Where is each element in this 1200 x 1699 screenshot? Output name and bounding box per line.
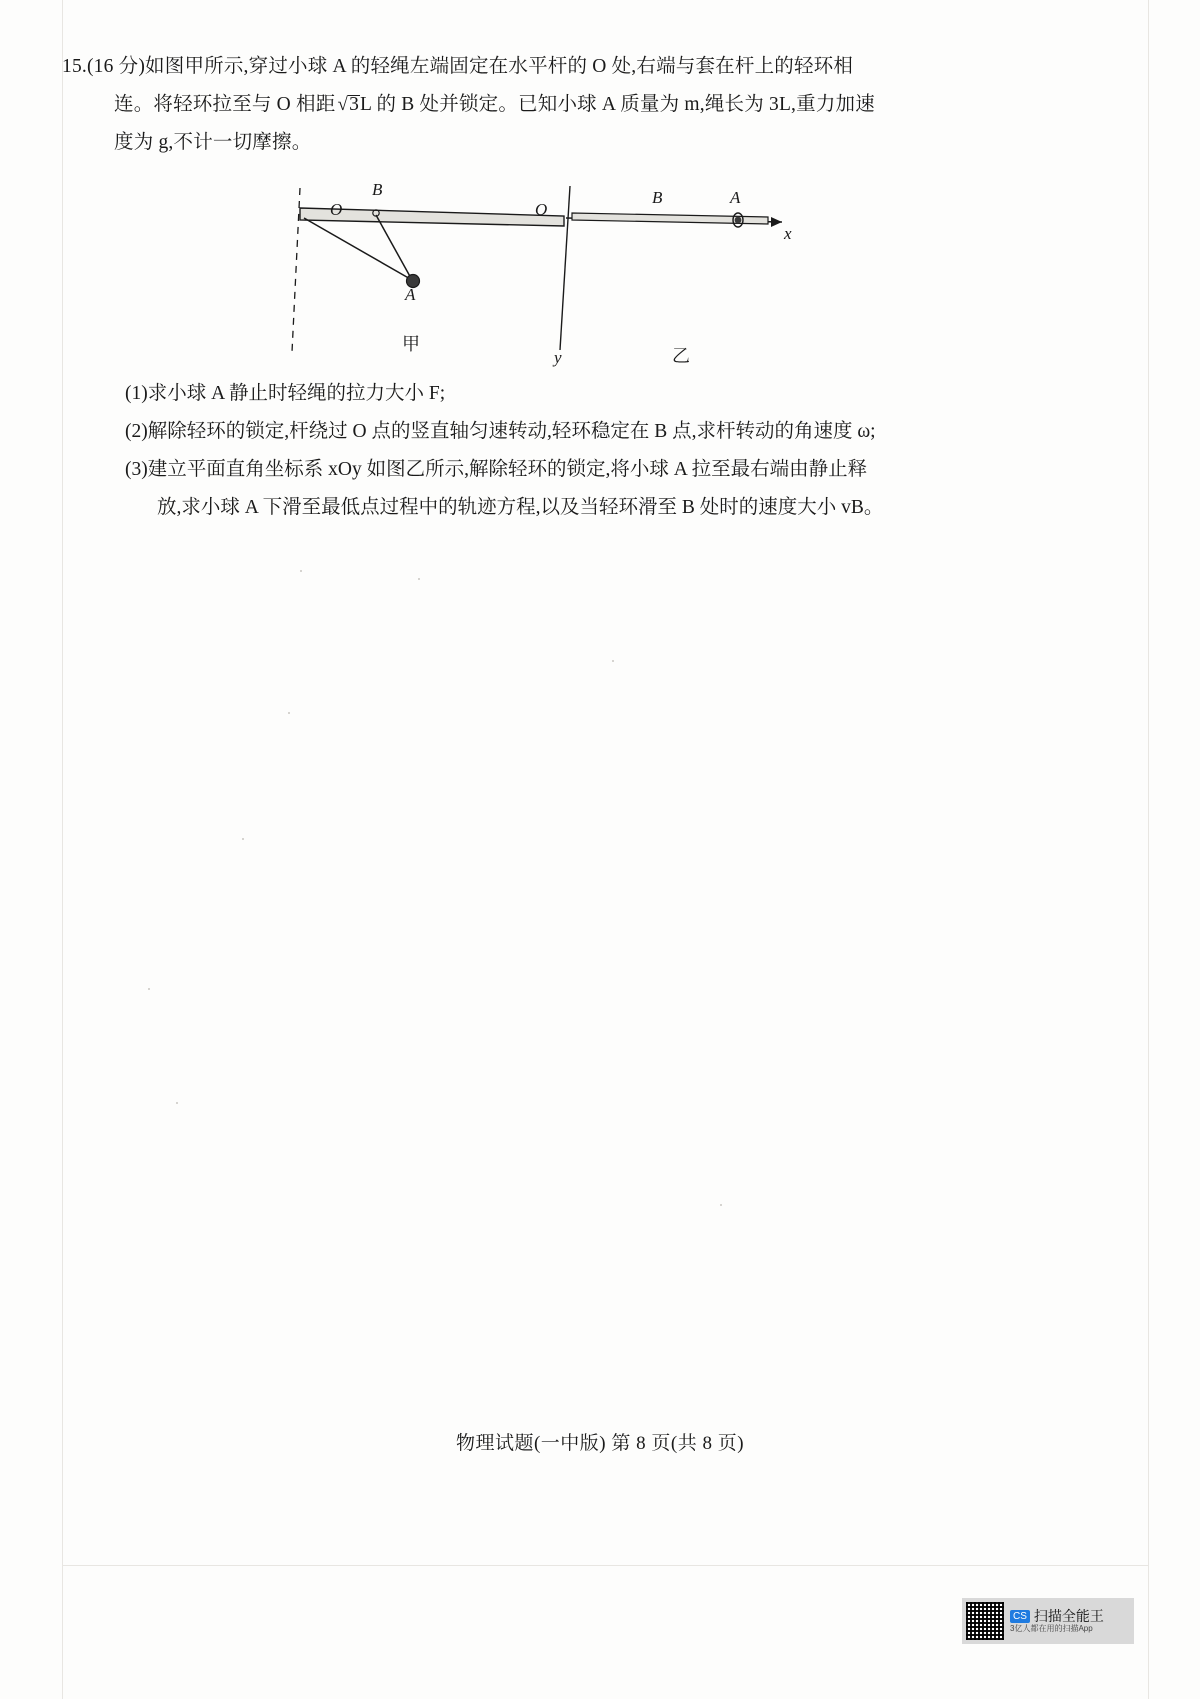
figure-jia-caption: 甲 xyxy=(402,334,420,354)
qr-code-icon xyxy=(966,1602,1004,1640)
rope-segment-oa xyxy=(304,218,412,280)
sub-question-3-cont: 放,求小球 A 下滑至最低点过程中的轨迹方程,以及当轻环滑至 B 处时的速度大小 vB。 xyxy=(157,497,884,518)
sub-question-3: (3)建立平面直角坐标系 xOy 如图乙所示,解除轻环的锁定,将小球 A 拉至最右端由静止释 xyxy=(125,459,868,480)
question-number: 15. xyxy=(62,56,87,77)
stem-line-1 xyxy=(62,48,1082,86)
stem-text-2a: 连。将轻环拉至与 O 相距 xyxy=(114,94,336,115)
figure-jia-label-a: A xyxy=(405,285,416,304)
question-stem xyxy=(62,48,1082,162)
scanner-watermark-badge xyxy=(962,1598,1134,1644)
figure-yi-label-o: O xyxy=(535,200,548,219)
page-footer: 物理试题(一中版) 第 8 页(共 8 页) xyxy=(455,1433,745,1454)
figure-yi-label-y: y xyxy=(554,348,562,367)
figure-jia-label-o: O xyxy=(330,200,343,219)
scan-speck xyxy=(720,1204,722,1206)
figure-yi-svg xyxy=(552,180,872,380)
figure-yi-caption: 乙 xyxy=(672,346,690,366)
scan-speck xyxy=(612,660,614,662)
stem-line-3 xyxy=(62,124,1082,162)
stem-text-2b: L 的 B 处并锁定。已知小球 A 质量为 m,绳长为 3L,重力加速 xyxy=(360,94,875,115)
scan-speck xyxy=(300,570,302,572)
sub-question-2: (2)解除轻环的锁定,杆绕过 O 点的竖直轴匀速转动,轻环稳定在 B 点,求杆转动的角速度 ω; xyxy=(125,421,876,442)
scan-speck xyxy=(288,712,290,714)
figure-yi-label-a: A xyxy=(730,188,741,207)
x-axis-arrow xyxy=(771,217,782,227)
figure-yi-label-b: B xyxy=(652,188,663,207)
stem-text-3: 度为 g,不计一切摩擦。 xyxy=(114,132,312,153)
y-axis-line xyxy=(560,186,570,350)
radical-sign: √ xyxy=(337,94,349,115)
ball-a-marker-yi xyxy=(735,217,742,224)
radicand: 3 xyxy=(349,94,360,115)
badge-main-line xyxy=(1010,1608,1104,1624)
camscanner-logo-icon: CS xyxy=(1010,1610,1030,1624)
stem-text-1: 如图甲所示,穿过小球 A 的轻绳左端固定在水平杆的 O 处,右端与套在杆上的轻环相 xyxy=(145,56,854,77)
figure-yi-label-x: x xyxy=(784,224,792,243)
scan-speck xyxy=(242,838,244,840)
vertical-dashed-axis xyxy=(292,188,300,352)
scan-speck xyxy=(418,578,420,580)
sqrt-expression xyxy=(335,86,360,124)
scan-speck xyxy=(176,1102,178,1104)
scan-speck xyxy=(148,988,150,990)
question-score: (16 分) xyxy=(86,56,146,77)
figure-group xyxy=(62,180,1082,380)
figure-jia-label-b: B xyxy=(372,180,383,199)
scan-edge-bottom xyxy=(62,1565,1148,1566)
stem-line-2 xyxy=(62,86,1082,124)
badge-main-text: 扫描全能王 xyxy=(1033,1608,1104,1625)
sub-question-1: (1)求小球 A 静止时轻绳的拉力大小 F; xyxy=(125,383,446,404)
badge-sub-text: 3亿人都在用的扫描App xyxy=(1010,1624,1093,1634)
sub-question-list xyxy=(62,375,1092,527)
badge-text-group xyxy=(1010,1608,1104,1633)
